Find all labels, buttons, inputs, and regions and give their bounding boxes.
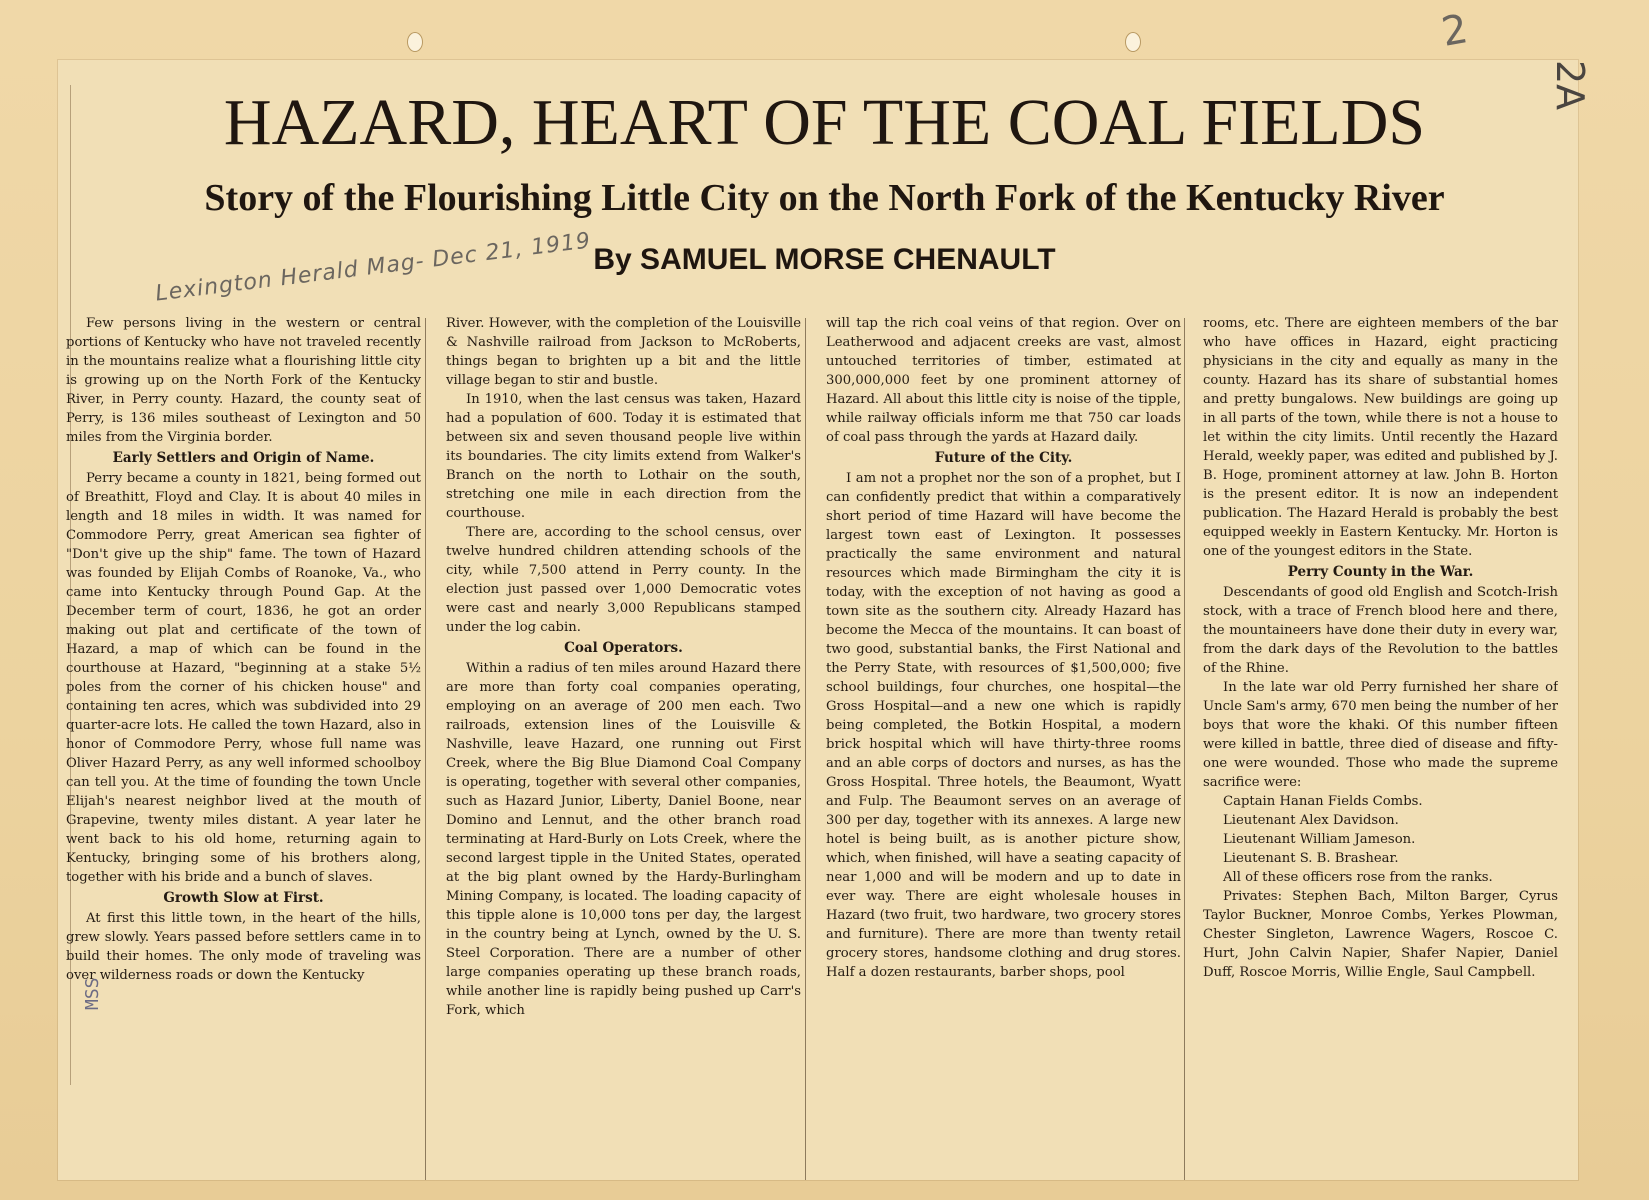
continued-paragraph: River. However, with the completion of the Louisville & Nashville railroad from Jackson to McRoberts, things began to brighten up a bit and the little village began to stir and bustle.: [446, 316, 801, 388]
article-paragraph: Privates: Stephen Bach, Milton Barger, Cyrus Taylor Buckner, Monroe Combs, Yerkes Plowman, Chester Singleton, Lawrence Wagers, Roscoe C. Hurt, John Calvin Napier, Shafer Napier, Daniel Duff, Roscoe Morris, Willie Engle, Saul Campbell.: [1203, 889, 1558, 980]
source-annotation: Lexington Herald Mag- Dec 21, 1919: [154, 228, 593, 307]
article-paragraph: In the late war old Perry furnished her share of Uncle Sam's army, 670 men being the number of her boys that wore the khaki. Of this number fifteen were killed in battle, three died of disease and fifty-one were wounded. Those who made the supreme sacrifice were:: [1203, 680, 1558, 790]
continued-paragraph: will tap the rich coal veins of that region. Over on Leatherwood and adjacent creeks are vast, almost untouched territories of timber, estimated at 300,000,000 feet by one prominent attorney of Hazard. All about this little city is noise of the tipple, while railway officials inform me that 750 car loads of coal pass through the yards at Hazard daily.: [826, 316, 1181, 445]
byline: By SAMUEL MORSE CHENAULT: [593, 243, 1056, 276]
page-number-annotation: 2: [1438, 6, 1472, 56]
article-column-1: [66, 314, 421, 1184]
honor-roll-name: Captain Hanan Fields Combs.: [1223, 794, 1423, 809]
honor-roll-name: Lieutenant William Jameson.: [1223, 832, 1416, 847]
section-heading: Future of the City.: [934, 450, 1073, 466]
continued-paragraph: rooms, etc. There are eighteen members of the bar who have offices in Hazard, eight practicing physicians in the city and equally as many in the county. Hazard has its share of substantial homes and pretty bungalows. New buildings are going up in all parts of the town, while there is not a house to let within the city limits. Until recently the Hazard Herald, weekly paper, was edited and published by J. B. Hoge, prominent attorney at law. John B. Horton is the present editor. It is now an independent publication. The Hazard Herald is probably the best equipped weekly in Eastern Kentucky. Mr. Horton is one of the youngest editors in the State.: [1203, 316, 1558, 559]
article-paragraph: I am not a prophet nor the son of a prophet, but I can confidently predict that within a comparatively short period of time Hazard will have become the largest town east of Lexington. It possesses practically the same environment and natural resources which made Birmingham the city it is today, with the exception of not having as good a town site as the southern city. Already Hazard has become the Mecca of the mountains. It can boast of two good, substantial banks, the First National and the Perry State, with resources of $1,500,000; five school buildings, four churches, one hospital—the Gross Hospital—and a new one which is rapidly being completed, the Botkin Hospital, a modern brick hospital which will have thirty-three rooms and an able corps of doctors and nurses, as has the Gross Hospital. Three hotels, the Beaumont, Wyatt and Fulp. The Beaumont serves on an average of 300 per day, together with its annexes. A large new hotel is being built, as is another picture show, which, when finished, will have a seating capacity of near 1,000 and will be modern and up to date in ever way. There are eight wholesale houses in Hazard (two fruit, two hardware, two grocery stores and furniture). There are more than twenty retail grocery stores, handsome clothing and drug stores. Half a dozen restaurants, barber shops, pool: [826, 471, 1181, 980]
section-heading: Coal Operators.: [564, 640, 683, 656]
honor-roll-name: Lieutenant Alex Davidson.: [1223, 813, 1399, 828]
article-column-3: [826, 314, 1181, 1184]
punch-hole: [407, 32, 423, 52]
section-heading: Growth Slow at First.: [163, 890, 324, 906]
article-paragraph: Within a radius of ten miles around Hazard there are more than forty coal companies operating, employing on an average of 200 men each. Two railroads, extension lines of the Louisville & Nashville, leave Hazard, one running out First Creek, where the Big Blue Diamond Coal Company is operating, together with several other companies, such as Hazard Junior, Liberty, Daniel Boone, near Domino and Lennut, and the other branch road terminating at Hard-Burly on Lots Creek, where the second largest tipple in the United States, operated at the big plant owned by the Hardy-Burlingham Mining Company, is located. The loading capacity of this tipple alone is 10,000 tons per day, the largest in the country being at Lynch, owned by the U. S. Steel Corporation. There are a number of other large companies operating up these branch roads, while another line is rapidly being pushed up Carr's Fork, which: [446, 661, 801, 1018]
archive-stamp: MSS: [82, 977, 103, 1010]
article-paragraph: At first this little town, in the heart of the hills, grew slowly. Years passed before settlers came in to build their homes. The only mode of traveling was over wilderness roads or down the Kentucky: [66, 911, 421, 983]
article-paragraph: Few persons living in the western or central portions of Kentucky who have not traveled recently in the mountains realize what a flourishing little city is growing up on the North Fork of the Kentucky River, in Perry county. Hazard, the county seat of Perry, is 136 miles southeast of Lexington and 50 miles from the Virginia border.: [66, 316, 421, 445]
subheadline: Story of the Flourishing Little City on the North Fork of the Kentucky River: [204, 177, 1445, 219]
section-heading: Perry County in the War.: [1287, 564, 1474, 580]
honor-roll-name: Lieutenant S. B. Brashear.: [1223, 851, 1399, 866]
article-column-4: [1203, 314, 1558, 1184]
column-divider: [1184, 318, 1185, 1180]
article-paragraph: There are, according to the school census, over twelve hundred children attending schools of the city, while 7,500 attend in Perry county. In the election just passed over 1,000 Democratic votes were cast and nearly 3,000 Republicans stamped under the log cabin.: [446, 525, 801, 635]
article-paragraph: In 1910, when the last census was taken, Hazard had a population of 600. Today it is estimated that between six and seven thousand people live within its boundaries. The city limits extend from Walker's Branch on the north to Lothair on the south, stretching one mile in each direction from the courthouse.: [446, 392, 801, 521]
punch-hole: [1125, 32, 1141, 52]
article-paragraph: All of these officers rose from the ranks.: [1223, 870, 1493, 885]
article-column-2: [446, 314, 801, 1184]
article-paragraph: Perry became a county in 1821, being formed out of Breathitt, Floyd and Clay. It is about 40 miles in length and 18 miles in width. It was named for Commodore Perry, great American sea fighter of "Don't give up the ship" fame. The town of Hazard was founded by Elijah Combs of Roanoke, Va., who came into Kentucky through Pound Gap. At the December term of court, 1836, he got an order making out plat and certificate of the town of Hazard, a map of which can be found in the courthouse at Hazard, "beginning at a stake 5½ poles from the corner of his chicken house" and containing ten acres, which was subdivided into 29 quarter-acre lots. He called the town Hazard, also in honor of Commodore Perry, whose full name was Oliver Hazard Perry, as any well informed schoolboy can tell you. At the time of founding the town Uncle Elijah's nearest neighbor lived at the mouth of Grapevine, twenty miles distant. A year later he went back to his old home, returning again to Kentucky, bringing some of his brothers along, together with his bride and a bunch of slaves.: [66, 471, 421, 885]
column-divider: [805, 318, 806, 1180]
article-paragraph: Descendants of good old English and Scotch-Irish stock, with a trace of French blood here and there, the mountaineers have done their duty in every war, from the dark days of the Revolution to the battles of the Rhine.: [1203, 585, 1558, 676]
section-heading: Early Settlers and Origin of Name.: [112, 450, 375, 466]
headline: HAZARD, HEART OF THE COAL FIELDS: [223, 86, 1426, 159]
sheet-id-annotation: 2A: [1548, 60, 1592, 111]
column-divider: [425, 318, 426, 1180]
